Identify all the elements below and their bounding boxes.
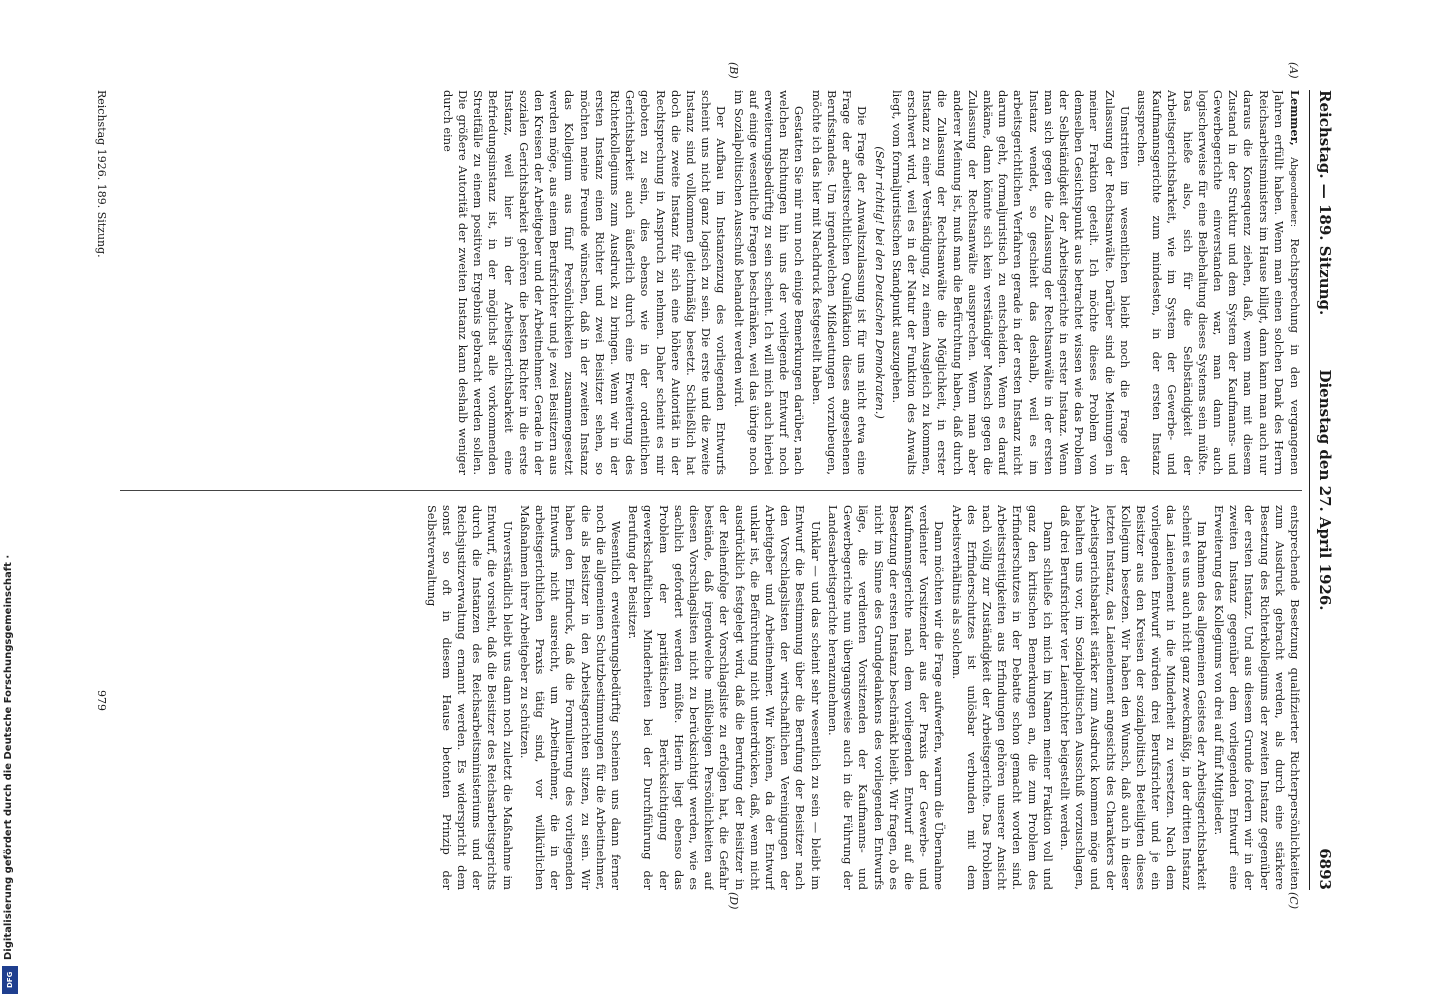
rotated-page-content: [80, 60, 1340, 920]
margin-marker-a: (A): [1287, 62, 1300, 79]
paragraph: entsprechende Besetzung qualifizierter Richterpersönlichkeiten zum Ausdruck gebracht werden, als durch eine stärkere Besetzung des Richterkollegiums der zweiten Instanz gegenüber der ersten Instanz. Und aus diesem Grunde fordern wir in der zweiten Instanz gegenüber dem vorliegenden Entwurf eine Erweiterung des Kollegiums von drei auf fünf Mitglieder.: [1211, 505, 1302, 890]
paragraph: Im Rahmen des allgemeinen Geistes der Arbeitsgerichtsbarkeit scheint es uns auch nicht ganz zweckmäßig, in der dritten Instanz das Laienelement in die Minderheit zu versetzen. Nach dem vorliegenden Entwurf würden drei Berufsrichter und je ein Beisitzer aus den Kreisen der sozialpolitisch Beteiligten dieses Kollegium besetzen. Wir haben den Wunsch, daß auch in dieser letzten Instanz, das Laienelement angesichts des Charakters der Arbeitsgerichtsbarkeit stärker zum Ausdruck kommen möge und behalten uns vor, im Sozialpolitischen Ausschuß vorzuschlagen, daß drei Berufsrichter vier Laienrichter beigestellt werden.: [1057, 505, 1209, 890]
scanned-page: [80, 60, 1340, 920]
margin-marker-b: (B): [727, 62, 740, 79]
paragraph: Die Frage der Anwaltszulassung ist für uns nicht etwa eine Frage der arbeitsrechtlichen Qualifikation dieses angesehenen Berufsstandes. Um irgendwelchen Mißdeutungen vorzubeugen, möchte ich das hier mit Nachdruck festgestellt haben.: [809, 90, 870, 475]
header-center: Dienstag den 27. April 1926.: [1316, 369, 1334, 611]
left-column: [120, 90, 1302, 475]
footer-left: Reichstag 1926. 189. Sitzung.: [95, 90, 108, 258]
credit-text: Digitalisierung gefördert durch die Deutsche Forschungsgemeinschaft ·: [3, 554, 14, 960]
page-number: 6893: [1316, 848, 1334, 890]
margin-marker-d: (D): [727, 892, 740, 910]
paragraph: Unklar — und das scheint sehr wesentlich zu sein — bleibt im Entwurf die Bestimmung über die Berufung der Beisitzer nach den Vorschlagslisten der wirtschaftlichen Vereinigungen der Arbeitgeber und Arbeitnehmer. Wir können, da der Entwurf unklar ist, die Befürchtung nicht unterdrücken, daß, wenn nicht ausdrücklich festgelegt wird, daß die Berufung der Beisitzer in der Reihenfolge der Vorschlagsliste zu erfolgen hat, die Gefahr bestände, daß irgendwelche mißliebigen Persönlichkeiten auf diesen Vorschlagslisten nicht zu berücksichtigt werden, wie es sachlich gefordert werden müßte. Hierin liegt ebenso das Problem der paritätischen Berücksichtigung der gewerkschaftlichen Minderheiten bei der Durchführung der Berufung der Beisitzer.: [626, 505, 823, 890]
page-header: [1310, 90, 1334, 890]
paragraph: Unverständlich bleibt uns dann noch zuletzt die Maßnahme im Entwurf, die vorsieht, daß die Beisitzer des Reichsarbeitsgerichts durch die Instanzen des Reichsarbeitsministeriums und der Reichsjustizverwaltung ernannt werden. Es widerspricht dem sonst so oft in diesem Hause betonten Prinzip der Selbstverwaltung: [424, 505, 515, 890]
dfg-logo: DFG: [2, 966, 18, 994]
paragraph: Dann möchten wir die Frage aufwerfen, warum die Übernahme verdienter Vorsitzender aus der Praxis der Gewerbe- und Kaufmannsgerichte nach dem vorliegenden Entwurf auf die Besetzung der ersten Instanz beschränkt bleibt. Wir fragen, ob es nicht im Sinne des Grundgedankens des vorliegenden Entwurfs läge, die verdienten Vorsitzenden der Kaufmanns- und Gewerbegerichte nun übergangsweise auch in die Führung der Landesarbeitsgerichte heranzunehmen.: [825, 505, 947, 890]
speaker-role: Abgeordneter:: [1288, 157, 1299, 228]
header-rule: [1309, 90, 1310, 890]
header-left: Reichstag. — 189. Sitzung.: [1316, 90, 1334, 316]
column-divider: [120, 490, 1302, 491]
paragraph: Der Aufbau im Instanzenzug des vorliegenden Entwurfs scheint uns nicht ganz logisch zu sein. Die erste und die zweite Instanz sind vollkommen gleichmäßig besetzt. Schließlich hat doch die zweite Instanz für sich eine höhere Autorität in der Rechtsprechung in Anspruch zu nehmen. Daher scheint es mir geboten zu sein, dies ebenso wie in der ordentlichen Gerichtsbarkeit auch äußerlich durch eine Erweiterung des Richterkollegiums zum Ausdruck zu bringen. Wenn wir in der ersten Instanz einen Richter und zwei Beisitzer sehen, so möchten meine Freunde wünschen, daß in der zweiten Instanz das Kollegium aus fünf Persönlichkeiten zusammengesetzt werden möge, aus einem Berufsrichter und je zwei Beisitzern aus den Kreisen der Arbeitgeber und der Arbeitnehmer. Gerade in der sozialen Gerichtsbarkeit gehören die besten Richter in die erste Instanz, weil hier in der Arbeitsgerichtsbarkeit eine Befriedungsinstanz ist, in der möglichst alle vorkommenden Streitfälle zu einem positiven Ergebnis gebracht werden sollen. Die größere Autorität der zweiten Instanz kann deshalb weniger durch eine: [440, 90, 729, 475]
digitization-credit: [0, 0, 20, 1000]
paragraph: Wesentlich erweiterungsbedürftig scheinen uns dann ferner noch die allgemeinen Schutzbestimmungen für die Arbeitnehmer, die als Beisitzer in den Arbeitsgerichten sitzen, zu sein. Wir haben den Eindruck, daß die Formulierung des vorliegenden Entwurfs nicht ausreicht, um Arbeitnehmer, die in der arbeitsgerichtlichen Praxis tätig sind, vor willkürlichen Maßnahmen ihrer Arbeitgeber zu schützen.: [517, 505, 624, 890]
paragraph: Gestatten Sie mir nun noch einige Bemerkungen darüber, nach welchen Richtungen hin uns der vorliegende Entwurf noch erweiterungsbedürftig zu sein scheint. Ich will mich auch hierbei auf einige wesentliche Fragen beschränken, weil das übrige noch im Sozialpolitischen Ausschuß behandelt werden wird.: [731, 90, 807, 475]
page-footer: [92, 90, 108, 890]
speaker-name: Lemmer,: [1288, 90, 1302, 146]
paragraph: Lemmer, Abgeordneter: Rechtsprechung in den vergangenen Jahren erfüllt haben. Wenn man einen solchen Dank des Herrn Reichsarbeitsministers im Hause billigt, dann kann man auch nur daraus die Konsequenz ziehen, daß, wenn man mit diesem Zustand in der Struktur und dem System der Kaufmanns- und Gewerbegerichte einverstanden war, man dann auch logischerweise für eine Beibehaltung dieses Systems sein müßte. Das hieße also, sich für die Selbständigkeit der Arbeitsgerichtsbarkeit, wie im System der Gewerbe- und Kaufmannsgerichte zum mindesten, in der ersten Instanz aussprechen.: [1134, 90, 1302, 475]
margin-marker-c: (C): [1287, 892, 1300, 909]
footer-page-number: 979: [95, 690, 108, 711]
applause-note: (Sehr richtig! bei den Deutschen Demokraten.): [872, 146, 887, 419]
paragraph: Dann schließe ich mich im Namen meiner Fraktion voll und ganz den kritischen Bemerkungen an, die zum Problem des Erfinderschutzes in der Debatte schon gemacht worden sind. Arbeitsstreitigkeiten aus Erfindungen gehören unserer Ansicht nach völlig zur Zuständigkeit der Arbeitsgerichte. Das Problem des Erfinderschutzes ist unlösbar verbunden mit dem Arbeitsverhältnis als solchem.: [949, 505, 1055, 890]
right-column: [120, 505, 1302, 890]
paragraph: Umstritten im wesentlichen bleibt noch die Frage der Zulassung der Rechtsanwälte. Darüber sind die Meinungen in meiner Fraktion geteilt. Ich möchte dieses Problem von demselben Gesichtspunkt aus betrachtet wissen wie das Problem der Selbständigkeit der Arbeitsgerichte in erster Instanz. Wenn man sich gegen die Zulassung der Rechtsanwälte in der ersten Instanz wendet, so geschieht das deshalb, weil es im arbeitsgerichtlichen Verfahren gerade in der ersten Instanz nicht darum geht, formaljuristisch zu entscheiden. Wenn es darauf ankäme, dann könnte sich kein verständiger Mensch gegen die Zulassung der Rechtsanwälte aussprechen. Wenn man aber anderer Meinung ist, muß man die Befürchtung haben, daß durch die Zulassung der Rechtsanwälte die Möglichkeit, in erster Instanz zu einer Verständigung, zu einem Ausgleich zu kommen, erschwert wird, weil es in der Natur der Funktion des Anwalts liegt, vom formaljuristischen Standpunkt auszugehen.: [889, 90, 1132, 475]
